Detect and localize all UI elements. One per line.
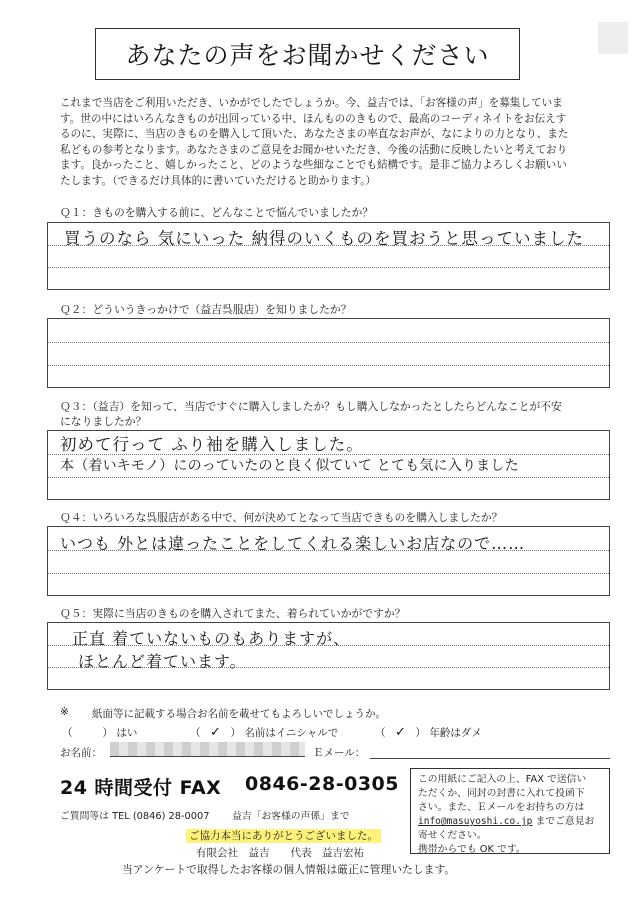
check-mark-icon: ✓: [395, 725, 406, 740]
side-line: さい。また、Ｅメールをお持ちの方は: [418, 802, 585, 813]
paren-open: （: [190, 727, 201, 739]
fax-heading: 24 時間受付 FAX: [60, 777, 222, 799]
corner-scan-mark: [598, 22, 628, 54]
email-field[interactable]: [370, 758, 610, 759]
paren-close: ）: [230, 727, 241, 739]
q1-answer-box[interactable]: [47, 222, 610, 290]
q1-answer-line: 買うのなら 気にいった 納得のいくものを買おうと思っていました: [64, 229, 584, 248]
side-line: 携帯からでも OK です。: [418, 844, 526, 855]
intro-line: す。世の中にはいろんなきものが出回っている中、ほんもののきもので、最高のコーディネイトをお伝えす: [60, 112, 567, 125]
intro-line: るのに、実際に、当店のきものを購入して頂いた、あなたさまの率直なお声が、なによりの力となり、また: [60, 128, 569, 140]
paren-close: ）: [102, 727, 113, 739]
check-mark-icon: ✓: [210, 725, 221, 740]
q4-answer-line: いつも 外とは違ったことをしてくれる楽しいお店なので……: [60, 534, 526, 553]
paren-open: （: [375, 727, 386, 739]
consent-note: 紙面等に記載する場合お名前を載せてもよろしいでしょうか。: [92, 708, 386, 720]
thanks-message: ご協力本当にありがとうございました。: [186, 828, 381, 843]
option-label: 年齢はダメ: [429, 727, 482, 739]
intro-paragraph: [60, 96, 605, 189]
q4-label: Ｑ４：いろいろな呉服店がある中で、何が決めてとなって当店できものを購入しましたか？: [60, 511, 503, 524]
side-line: ただくか、同封の封書に入れて投函下: [418, 788, 585, 799]
q2-label: Ｑ２：どういうきっかけで（益吉呉服店）を知りましたか？: [60, 303, 352, 316]
intro-line: 私どもの参考となります。あなたさまのご意見をお聞かせいただき、今後の活動に反映したいと考えており: [60, 143, 568, 156]
email-label: Ｅメール：: [313, 747, 366, 759]
company-line: 有限会社 益吉 代表 益吉宏祐: [196, 847, 364, 859]
consent-option-no-age[interactable]: [375, 725, 482, 740]
inquiry-tel: ご質問等は TEL (0846) 28-0007: [60, 811, 210, 822]
q3-answer-line: 本（着いキモノ）にのっていたのと良く似ていて とても気に入りました: [60, 458, 519, 474]
option-label: はい: [116, 727, 138, 739]
q5-label: Ｑ５：実際に当店のきものを購入されてまた、着られていかがですか？: [60, 607, 406, 620]
side-line: この用紙にご記入の上、FAX で送信い: [418, 774, 587, 785]
paren-open: （: [62, 727, 73, 739]
name-label: お名前：: [60, 747, 102, 759]
q2-answer-box[interactable]: [47, 318, 610, 388]
q3-label-line2: になりましたか？: [60, 415, 147, 428]
q5-answer-line: 正直 着ていないものもありますが、: [72, 629, 351, 648]
privacy-footer: 当アンケートで取得したお客様の個人情報は厳正に管理いたします。: [122, 863, 456, 876]
q1-label: Ｑ１：きものを購入する前に、どんなことで悩んでいましたか？: [60, 206, 374, 219]
redacted-name: [110, 742, 305, 756]
email-link[interactable]: info@masuyoshi.co.jp: [418, 816, 533, 827]
intro-line: たします。（できるだけ具体的に書いていただけると助かります。）: [60, 174, 377, 187]
consent-option-yes[interactable]: [62, 725, 137, 740]
side-line: info@masuyoshi.co.jp までご意見お: [418, 816, 595, 827]
consent-note-mark: ※: [60, 706, 69, 718]
q3-label-line1: Ｑ３：（益吉）を知って、当店ですぐに購入しましたか？もし購入しなかったとしたらどんなことが不安: [60, 400, 562, 413]
consent-option-initials[interactable]: [190, 725, 338, 740]
q3-answer-box[interactable]: [47, 430, 610, 500]
q4-answer-box[interactable]: [47, 526, 610, 596]
submission-instructions: [410, 768, 610, 854]
intro-line: これまで当店をご利用いただき、いかがでしたでしょうか。今、益吉では、「お客様の声」を募集していま: [60, 97, 563, 109]
inquiry-contact: 益吉「お客様の声係」まで: [232, 811, 350, 822]
side-line: 寄せください。: [418, 830, 487, 841]
page-title: あなたの声をお聞かせください: [95, 28, 520, 80]
q3-answer-line: 初めて行って ふり袖を購入しました。: [60, 435, 364, 454]
intro-line: ます。良かったこと、嬉しかったこと、どのような些細なことでも結構です。是非ご協力よろしくお願いい: [60, 159, 567, 171]
fax-number: 0846-28-0305: [245, 773, 399, 795]
q5-answer-line: ほとんど着ています。: [78, 652, 247, 671]
paren-close: ）: [415, 727, 426, 739]
name-field[interactable]: [110, 742, 305, 757]
q5-answer-box[interactable]: [47, 622, 610, 690]
option-label: 名前はイニシャルで: [244, 727, 339, 739]
